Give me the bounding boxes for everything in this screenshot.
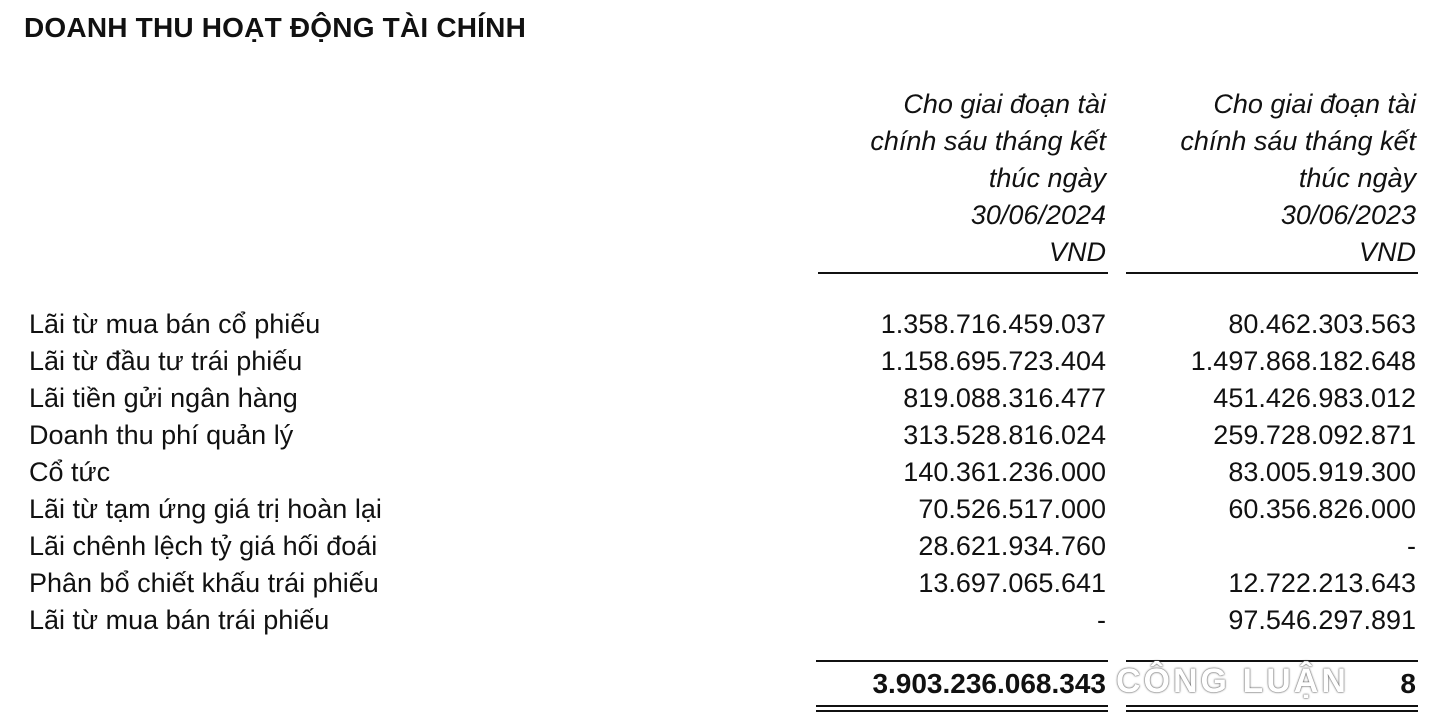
row-label: Lãi từ đầu tư trái phiếu <box>29 346 303 376</box>
value-2024: - <box>1097 605 1106 635</box>
value-2023: 12.722.213.643 <box>1228 568 1416 598</box>
header-divider <box>1126 272 1418 274</box>
total-divider <box>816 660 1108 662</box>
total-double-underline <box>1126 705 1418 707</box>
value-2024: 313.528.816.024 <box>903 420 1106 450</box>
table-row <box>0 454 1430 491</box>
table-row <box>0 306 1430 343</box>
value-2024: 70.526.517.000 <box>918 494 1106 524</box>
column-header-currency: VND <box>1048 237 1106 267</box>
total-double-underline <box>1126 710 1418 712</box>
header-divider <box>818 272 1108 274</box>
column-header-line: thúc ngày <box>1298 163 1416 193</box>
value-2023: 60.356.826.000 <box>1228 494 1416 524</box>
column-header-line: Cho giai đoạn tài <box>1213 89 1416 119</box>
total-2024: 3.903.236.068.343 <box>872 668 1106 699</box>
value-2024: 819.088.316.477 <box>903 383 1106 413</box>
page-title: DOANH THU HOẠT ĐỘNG TÀI CHÍNH <box>24 12 526 43</box>
total-double-underline <box>816 705 1108 707</box>
revenue-table <box>0 306 1430 639</box>
row-label: Lãi từ mua bán trái phiếu <box>29 605 330 635</box>
value-2024: 140.361.236.000 <box>903 457 1106 487</box>
row-label: Lãi từ tạm ứng giá trị hoàn lại <box>29 494 382 524</box>
value-2023: 83.005.919.300 <box>1228 457 1416 487</box>
value-2024: 13.697.065.641 <box>918 568 1106 598</box>
value-2023: 451.426.983.012 <box>1213 383 1416 413</box>
column-header-date: 30/06/2024 <box>970 200 1106 230</box>
value-2024: 28.621.934.760 <box>918 531 1106 561</box>
value-2023: - <box>1407 531 1416 561</box>
row-label: Doanh thu phí quản lý <box>29 420 294 450</box>
column-header-2023 <box>1126 86 1416 271</box>
table-row <box>0 602 1430 639</box>
value-2023: 259.728.092.871 <box>1213 420 1416 450</box>
table-row <box>0 491 1430 528</box>
value-2023: 80.462.303.563 <box>1228 309 1416 339</box>
value-2023: 1.497.868.182.648 <box>1190 346 1416 376</box>
column-header-currency: VND <box>1358 237 1416 267</box>
table-row <box>0 565 1430 602</box>
table-row <box>0 343 1430 380</box>
row-label: Phân bổ chiết khấu trái phiếu <box>29 568 379 598</box>
table-row <box>0 528 1430 565</box>
column-header-line: Cho giai đoạn tài <box>903 89 1106 119</box>
table-row <box>0 380 1430 417</box>
value-2024: 1.358.716.459.037 <box>880 309 1106 339</box>
value-2024: 1.158.695.723.404 <box>880 346 1106 376</box>
row-label: Cổ tức <box>29 457 111 487</box>
row-label: Lãi từ mua bán cổ phiếu <box>29 309 321 339</box>
row-label: Lãi tiền gửi ngân hàng <box>29 383 298 413</box>
value-2023: 97.546.297.891 <box>1228 605 1416 635</box>
column-header-2024 <box>816 86 1106 271</box>
watermark-logo: CÔNG LUẬN <box>1116 662 1349 700</box>
column-header-line: chính sáu tháng kết <box>870 126 1106 156</box>
column-header-date: 30/06/2023 <box>1280 200 1416 230</box>
table-row <box>0 417 1430 454</box>
column-header-line: thúc ngày <box>988 163 1106 193</box>
total-double-underline <box>816 710 1108 712</box>
total-2023: 8 <box>1400 668 1416 699</box>
row-label: Lãi chênh lệch tỷ giá hối đoái <box>29 531 378 561</box>
column-header-line: chính sáu tháng kết <box>1180 126 1416 156</box>
